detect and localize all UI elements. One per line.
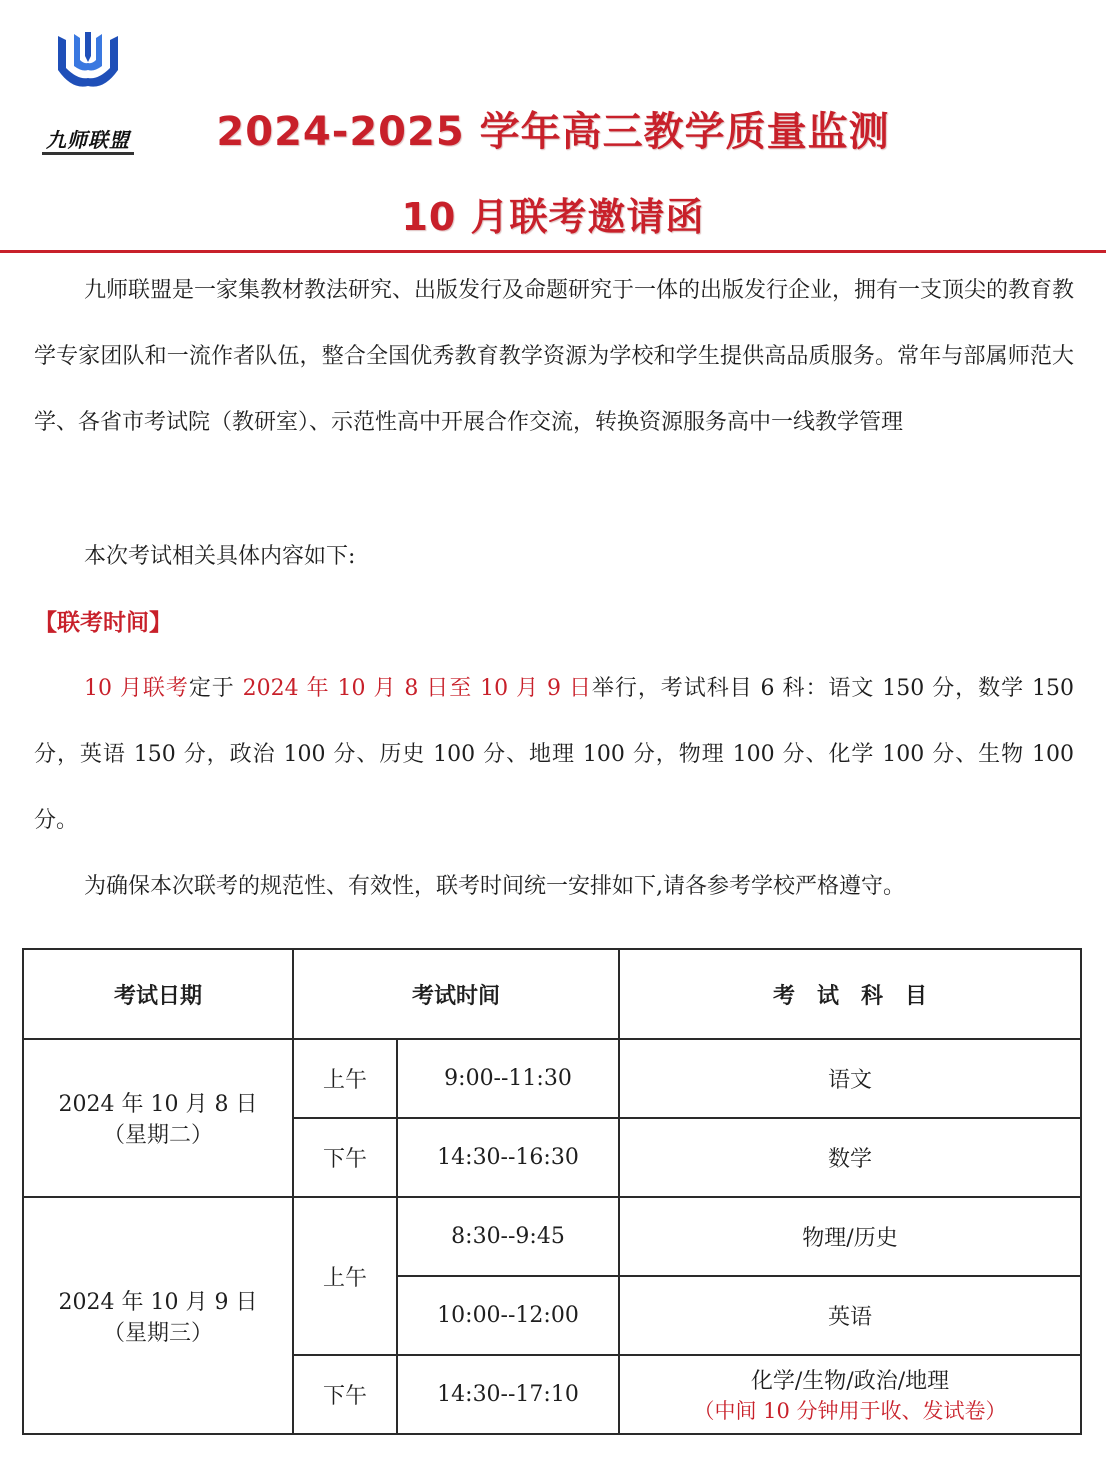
book-pen-logo-icon bbox=[52, 30, 124, 92]
exam-info-text2: 举行，考试科目 6 科：语文 150 分，数学 150 分，英语 150 分，政治 100 分、历史 100 分、地理 100 分，物理 100 分、化学 100 分、生物 100 分。 bbox=[34, 676, 1074, 833]
weekday-day1: （星期二） bbox=[102, 1123, 213, 1148]
exam-info-text1: 定于 bbox=[188, 676, 243, 701]
date-day1: 2024 年 10 月 8 日 bbox=[58, 1092, 258, 1117]
time-cell: 10:00--12:00 bbox=[397, 1276, 619, 1355]
exam-info-paragraph bbox=[34, 656, 1074, 854]
section-heading: 【联考时间】 bbox=[34, 610, 172, 636]
period-cell: 上午 bbox=[293, 1197, 397, 1355]
time-cell: 9:00--11:30 bbox=[397, 1039, 619, 1118]
subject-cell: 数学 bbox=[619, 1118, 1081, 1197]
table-header-row bbox=[23, 949, 1081, 1039]
subject-cell: 物理/历史 bbox=[619, 1197, 1081, 1276]
page-title-line1: 2024-2025 学年高三教学质量监测 bbox=[216, 109, 890, 155]
header-date: 考试日期 bbox=[23, 949, 293, 1039]
page-title-line2: 10 月联考邀请函 bbox=[401, 195, 705, 239]
logo-text: 九师联盟 bbox=[46, 128, 130, 152]
period-cell: 上午 bbox=[293, 1039, 397, 1118]
closing-paragraph: 为确保本次联考的规范性、有效性，联考时间统一安排如下,请各参考学校严格遵守。 bbox=[84, 874, 905, 899]
period-cell: 下午 bbox=[293, 1118, 397, 1197]
subject-cell: 语文 bbox=[619, 1039, 1081, 1118]
intro-paragraph: 九师联盟是一家集教材教法研究、出版发行及命题研究于一体的出版发行企业，拥有一支顶尖的教育教学专家团队和一流作者队伍，整合全国优秀教育教学资源为学校和学生提供高品质服务。常年与部属师范大学、各省市考试院（教研室）、示范性高中开展合作交流，转换资源服务高中一线教学管理 bbox=[34, 278, 1075, 435]
time-cell: 8:30--9:45 bbox=[397, 1197, 619, 1276]
subject-cell: 英语 bbox=[619, 1276, 1081, 1355]
subject-cell bbox=[619, 1355, 1081, 1434]
exam-name: 10 月联考 bbox=[84, 676, 189, 701]
subject-note: （中间 10 分钟用于收、发试卷） bbox=[693, 1399, 1007, 1423]
date-cell-day1 bbox=[23, 1039, 293, 1197]
title-divider bbox=[0, 250, 1106, 253]
header-time: 考试时间 bbox=[293, 949, 619, 1039]
date-cell-day2 bbox=[23, 1197, 293, 1434]
weekday-day2: （星期三） bbox=[102, 1320, 213, 1346]
table-row bbox=[23, 1039, 1081, 1118]
exam-schedule-table bbox=[22, 948, 1082, 1435]
header-subject: 考 试 科 目 bbox=[619, 949, 1081, 1039]
exam-dates: 2024 年 10 月 8 日至 10 月 9 日 bbox=[242, 676, 592, 701]
time-cell: 14:30--17:10 bbox=[397, 1355, 619, 1434]
date-day2: 2024 年 10 月 9 日 bbox=[58, 1289, 258, 1315]
lead-paragraph: 本次考试相关具体内容如下: bbox=[84, 544, 356, 569]
subject-text: 化学/生物/政治/地理 bbox=[750, 1369, 950, 1394]
time-cell: 14:30--16:30 bbox=[397, 1118, 619, 1197]
period-cell: 下午 bbox=[293, 1355, 397, 1434]
table-row bbox=[23, 1197, 1081, 1276]
